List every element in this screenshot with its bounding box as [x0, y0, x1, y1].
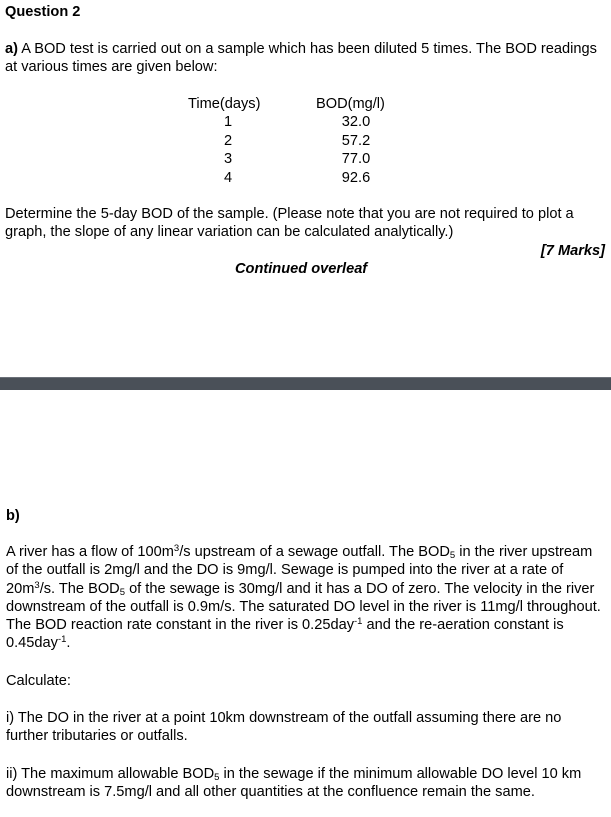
- superscript: 3: [34, 579, 40, 591]
- superscript: 3: [173, 543, 180, 554]
- table-cell-time: 3: [223, 151, 233, 167]
- part-a-intro: [5, 40, 605, 77]
- table-cell-time: 2: [223, 133, 233, 149]
- question-item-i: i) The DO in the river at a point 10km downstream of the outfall assuming there are no further tributaries or outfalls.: [6, 710, 562, 745]
- text-run: in the sewage if the minimum allowable DO level 10 km downstream is 7.5mg/l and all other quantities at the confluence remain the same.: [6, 766, 582, 801]
- table-cell-bod: 32.0: [341, 114, 371, 130]
- part-a-instruction: Determine the 5-day BOD of the sample. (Please note that you are not required to plot a graph, the slope of any linear variation can be calculated analytically.): [5, 206, 574, 241]
- text-run: A river has a flow of 100m: [6, 544, 174, 560]
- table-header-bod: BOD(mg/l): [316, 96, 385, 112]
- marks-label: [7 Marks]: [540, 243, 605, 259]
- part-b-paragraph: [6, 543, 608, 653]
- text-run: in the river upstream of the outfall is 2mg/l and the DO is 9mg/l. Sewage is pumped into the river at a rate of 20m: [6, 544, 593, 597]
- text-run: .: [66, 635, 71, 652]
- continued-overleaf: Continued overleaf: [235, 261, 368, 277]
- subscript: 5: [449, 550, 456, 561]
- subscript: 5: [119, 586, 126, 598]
- calculate-label: Calculate:: [6, 673, 71, 689]
- subscript: 5: [214, 772, 220, 783]
- table-cell-bod: 92.6: [341, 170, 371, 186]
- text-run: and the re-aeration constant is 0.45day: [6, 617, 564, 652]
- table-cell-bod: 77.0: [341, 151, 371, 167]
- superscript: -1: [57, 634, 67, 646]
- table-cell-bod: 57.2: [341, 133, 371, 149]
- part-a-label: a): [5, 41, 18, 57]
- question-item-ii: [6, 765, 606, 802]
- text-run: /s upstream of a sewage outfall. The BOD: [179, 544, 450, 560]
- text-run: of the sewage is 30mg/l and it has a DO of zero. The velocity in the river downstream of the outfall is 0.9m/s. The saturated DO level in the river is 11mg/l throughout. The BOD reaction rate constant in the river is 0.25day: [6, 580, 601, 634]
- text-run: /s. The BOD: [39, 580, 120, 597]
- table-cell-time: 1: [223, 114, 233, 130]
- part-b-label: b): [6, 508, 20, 524]
- table-header-time: Time(days): [188, 96, 261, 112]
- superscript: -1: [354, 616, 363, 628]
- question-heading: Question 2: [5, 4, 81, 20]
- table-cell-time: 4: [223, 170, 233, 186]
- text-run: ii) The maximum allowable BOD: [6, 766, 215, 782]
- part-a-intro-text: A BOD test is carried out on a sample which has been diluted 5 times. The BOD readings at various times are given below:: [5, 41, 597, 76]
- page-divider: [0, 377, 611, 390]
